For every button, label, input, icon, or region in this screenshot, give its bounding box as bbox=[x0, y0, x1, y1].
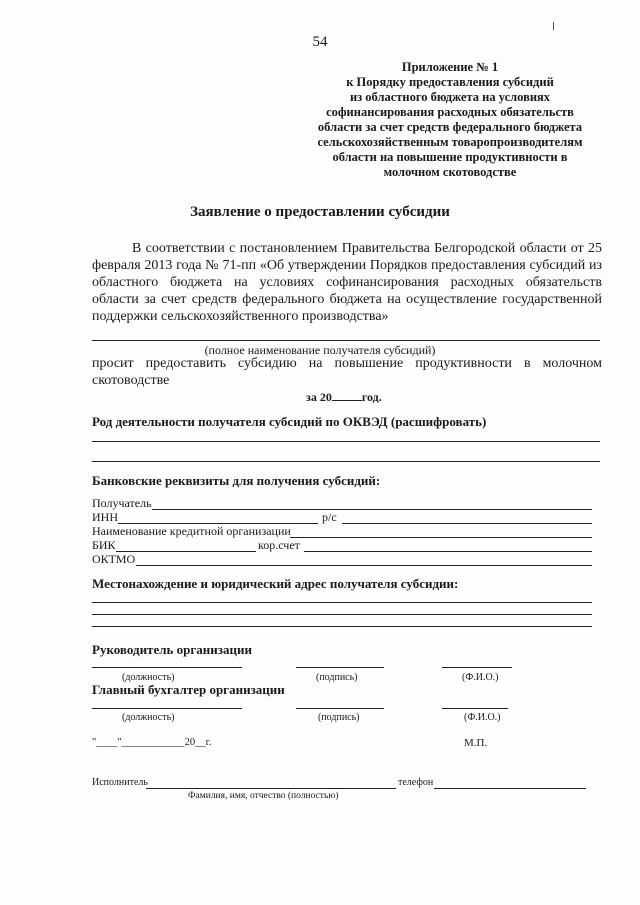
date-line[interactable]: "____"____________20__г. bbox=[92, 737, 212, 748]
director-position-field[interactable] bbox=[92, 667, 242, 668]
appendix-line: к Порядку предоставления субсидий bbox=[346, 75, 554, 89]
appendix-line: сельскохозяйственным товаропроизводителям bbox=[317, 135, 583, 149]
phone-label: телефон bbox=[398, 777, 434, 788]
address-heading: Местонахождение и юридический адрес получателя субсидии: bbox=[92, 576, 459, 591]
director-heading: Руководитель организации bbox=[92, 642, 252, 657]
appendix-line: софинансирования расходных обязательств bbox=[326, 105, 574, 119]
seal-label: М.П. bbox=[464, 737, 488, 749]
intro-paragraph bbox=[92, 240, 602, 325]
corr-account-field[interactable] bbox=[304, 551, 592, 552]
bank-heading: Банковские реквизиты для получения субсидий: bbox=[92, 473, 381, 488]
bik-field[interactable] bbox=[116, 551, 256, 552]
bik-label: БИК bbox=[92, 538, 116, 552]
request-paragraph: просит предоставить субсидию на повышение продуктивности в молочном скотоводстве bbox=[92, 356, 602, 388]
accountant-signature-field[interactable] bbox=[296, 708, 384, 709]
address-line[interactable] bbox=[92, 614, 592, 615]
signature-caption: (подпись) bbox=[318, 712, 360, 723]
year-field[interactable] bbox=[332, 400, 362, 401]
name-caption: (Ф.И.О.) bbox=[462, 672, 499, 683]
appendix-line: Приложение № 1 bbox=[401, 60, 499, 74]
accountant-heading: Главный бухгалтер организации bbox=[92, 682, 285, 697]
year-prefix: за 20 bbox=[306, 390, 332, 404]
year-suffix: год. bbox=[361, 390, 382, 404]
address-line[interactable] bbox=[92, 602, 592, 603]
appendix-line: области на повышение продуктивности в bbox=[332, 150, 568, 164]
oktmo-label: ОКТМО bbox=[92, 552, 136, 566]
appendix-block bbox=[300, 60, 600, 180]
corr-account-label: кор.счет bbox=[258, 538, 300, 552]
recipient-label: Получатель bbox=[92, 496, 152, 510]
scan-mark bbox=[553, 22, 554, 30]
appendix-line: из областного бюджета на условиях bbox=[349, 90, 551, 104]
okved-line[interactable] bbox=[92, 461, 600, 462]
account-label: р/с bbox=[322, 510, 337, 524]
phone-field[interactable] bbox=[434, 788, 586, 789]
document-title: Заявление о предоставлении субсидии bbox=[190, 204, 450, 220]
intro-text: В соответствии с постановлением Правительства Белгородской области от 25 февраля 2013 года № 71-пп «Об утверждении Порядков предоставления субсидий из областного бюджета на условиях софинансирования расходных обязательств области за счет средств федерального бюджета на осуществление государственной поддержки сельскохозяйственного производства» bbox=[92, 241, 602, 324]
position-caption: (должность) bbox=[122, 712, 175, 723]
okved-heading: Род деятельности получателя субсидий по ОКВЭД (расшифровать) bbox=[92, 414, 487, 429]
name-caption: (Ф.И.О.) bbox=[464, 712, 501, 723]
director-name-field[interactable] bbox=[442, 667, 512, 668]
appendix-line: молочном скотоводстве bbox=[383, 165, 517, 179]
recipient-field[interactable] bbox=[152, 509, 592, 510]
executor-field[interactable] bbox=[146, 788, 396, 789]
page-number: 54 bbox=[312, 34, 328, 50]
address-line[interactable] bbox=[92, 626, 592, 627]
accountant-name-field[interactable] bbox=[442, 708, 508, 709]
appendix-line: области за счет средств федерального бюджета bbox=[317, 120, 583, 134]
account-field[interactable] bbox=[342, 523, 592, 524]
recipient-caption: (полное наименование получателя субсидий) bbox=[204, 343, 436, 357]
credit-org-field[interactable] bbox=[290, 537, 592, 538]
year-label bbox=[306, 390, 382, 405]
oktmo-field[interactable] bbox=[136, 565, 592, 566]
position-caption: (должность) bbox=[122, 672, 175, 683]
accountant-position-field[interactable] bbox=[92, 708, 242, 709]
credit-org-label: Наименование кредитной организации bbox=[92, 524, 291, 538]
inn-label: ИНН bbox=[92, 510, 118, 524]
executor-label: Исполнитель bbox=[92, 777, 148, 788]
signature-caption: (подпись) bbox=[316, 672, 358, 683]
okved-line[interactable] bbox=[92, 441, 600, 442]
director-signature-field[interactable] bbox=[296, 667, 384, 668]
recipient-name-line[interactable] bbox=[92, 340, 600, 341]
executor-caption: Фамилия, имя, отчество (полностью) bbox=[188, 791, 339, 801]
